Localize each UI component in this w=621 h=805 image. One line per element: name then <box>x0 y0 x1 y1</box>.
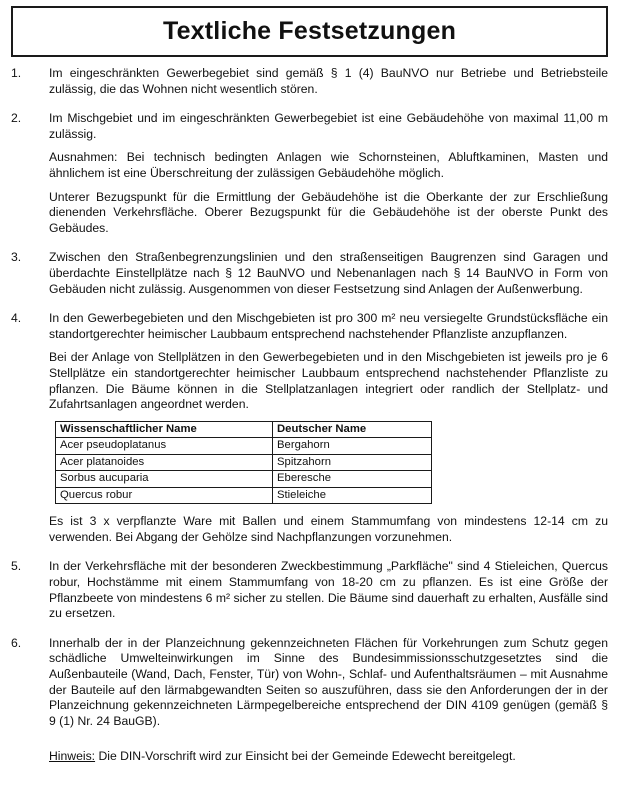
table-cell: Sorbus aucuparia <box>56 471 273 488</box>
page-title: Textliche Festsetzungen <box>162 17 457 45</box>
table-cell: Acer platanoides <box>56 454 273 471</box>
table-cell: Quercus robur <box>56 487 273 504</box>
table-cell: Acer pseudoplatanus <box>56 438 273 455</box>
clause-paragraph: Zwischen den Straßenbegrenzungslinien und den straßenseitigen Baugrenzen sind Garagen und überdachte Einstellplätze nach § 12 BauNVO und Nebenanlagen nach § 14 BauNVO in Form von Gebäuden nicht zulässig. Ausgenommen von dieser Festsetzung sind Anlagen der Außenwerbung. <box>49 250 608 296</box>
clause-number: 3. <box>11 250 22 265</box>
table-row <box>56 454 432 471</box>
hinweis-note <box>11 749 608 765</box>
table-cell: Spitzahorn <box>273 454 432 471</box>
hinweis-text: Die DIN-Vorschrift wird zur Einsicht bei der Gemeinde Edewecht bereitgelegt. <box>95 749 516 764</box>
table-header-row <box>56 421 432 438</box>
table-row <box>56 438 432 455</box>
clause-number: 5. <box>11 559 22 574</box>
clause-paragraph: Ausnahmen: Bei technisch bedingten Anlagen wie Schornsteinen, Abluftkaminen, Masten und ähnlichem ist eine Überschreitung der zulässigen Gebäudehöhe möglich. <box>49 150 608 180</box>
clause-number: 2. <box>11 111 22 126</box>
table-cell: Eberesche <box>273 471 432 488</box>
clause-paragraph: In der Verkehrsfläche mit der besonderen Zweckbestimmung „Parkfläche" sind 4 Stieleichen, Quercus robur, Hochstämme mit einem Stammumfang von 18-20 cm zu pflanzen. Es ist eine Größe der Pflanzbeete von mindestens 6 m² sicher zu stellen. Die Bäume sind dauerhaft zu erhalten, Ausfälle sind zu ersetzen. <box>49 559 608 621</box>
clause-paragraph: Innerhalb der in der Planzeichnung gekennzeichneten Flächen für Vorkehrungen zum Schutz gegen schädliche Umwelteinwirkungen im Sinne des Bundesimmissionsschutzgesetztes sind die Außenbauteile (Wand, Dach, Fenster, Tür) von Wohn-, Schlaf- und Aufenthaltsräumen – mit Ausnahme der Bauteile auf den lärmabgewandten Seiten so auszuführen, dass sie den Anforderungen der in der Planzeichnung gekennzeichneten Lärmpegelbereiche entsprechend der DIN 4109 genügen (gemäß § 9 (1) Nr. 24 BauGB). <box>49 635 608 728</box>
column-header-german: Deutscher Name <box>273 421 432 438</box>
clause-number: 4. <box>11 311 22 326</box>
column-header-scientific: Wissenschaftlicher Name <box>56 421 273 438</box>
clause-paragraph: Bei der Anlage von Stellplätzen in den Gewerbegebieten und in den Mischgebieten ist jeweils pro je 6 Stellplätze ein standortgerechter heimischer Laubbaum entsprechend nachstehender Pflanzliste zu pflanzen. Die Bäume können in die Stellplatzanlagen integriert oder randlich der Stellplatz- und Zufahrtsanlagen angeordnet werden. <box>49 350 608 412</box>
clause-paragraph: Im Mischgebiet und im eingeschränkten Gewerbegebiet ist eine Gebäudehöhe von maximal 11,00 m zulässig. <box>49 111 608 141</box>
clause-5 <box>11 559 608 621</box>
clause-paragraph: Unterer Bezugspunkt für die Ermittlung der Gebäudehöhe ist die Oberkante der zur Erschließung dienenden Verkehrsfläche. Oberer Bezugspunkt für die Gebäudehöhe ist der oberste Punkt des Gebäudes. <box>49 189 608 235</box>
table-cell: Bergahorn <box>273 438 432 455</box>
table-cell: Stieleiche <box>273 487 432 504</box>
clause-paragraph: Im eingeschränkten Gewerbegebiet sind gemäß § 1 (4) BauNVO nur Betriebe und Betriebsteile zulässig, die das Wohnen nicht wesentlich stören. <box>49 66 608 96</box>
clause-paragraph: Es ist 3 x verpflanzte Ware mit Ballen und einem Stammumfang von mindestens 12-14 cm zu verwenden. Bei Abgang der Gehölze sind Nachpflanzungen vorzunehmen. <box>49 514 608 544</box>
clause-4 <box>11 311 608 545</box>
clause-6 <box>11 636 608 730</box>
plant-list-table <box>55 421 432 505</box>
clause-paragraph: In den Gewerbegebieten und den Mischgebieten ist pro 300 m² neu versiegelte Grundstücksfläche ein standortgerechter heimischer Laubbaum entsprechend nachstehender Pflanzliste anzupflanzen. <box>49 311 608 341</box>
clause-number: 6. <box>11 635 22 650</box>
hinweis-label: Hinweis: <box>49 749 96 764</box>
table-row <box>56 487 432 504</box>
document-body <box>11 66 608 765</box>
title-box <box>11 6 608 57</box>
clause-1 <box>11 66 608 97</box>
clause-3 <box>11 250 608 297</box>
table-row <box>56 471 432 488</box>
clause-2 <box>11 111 608 236</box>
clause-number: 1. <box>11 66 22 80</box>
